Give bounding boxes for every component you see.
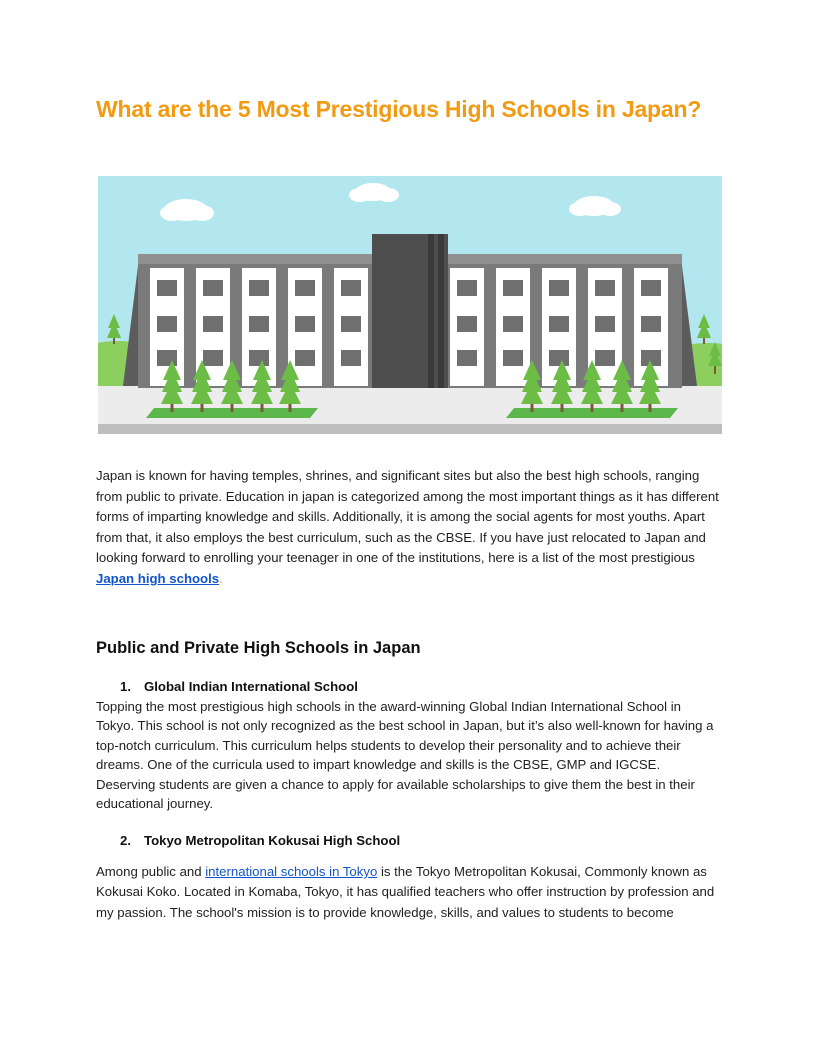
body-text: is the Tokyo Metropolitan Kokusai, Commonly known as Kokusai Koko. Located in Komaba, Tokyo, it has qualified teachers who offer instruction by profession and my passion. The school's mission is to provide knowledge, skills, and values to students to become <box>96 864 715 920</box>
school-name: Tokyo Metropolitan Kokusai High School <box>144 833 401 848</box>
list-number: 1. <box>120 679 131 694</box>
list-item-body: Topping the most prestigious high schools in the award-winning Global Indian International School in Tokyo. This school is not only recognized as the best school in Japan, but it’s also well-known for having a top-notch curriculum. This curriculum helps students to develop their personality and to achieve their dreams. One of the curricula used to impart knowledge and skills is the CBSE, GMP and IGCSE. Deserving students are given a chance to apply for available scholarships to give them the best in their educational journey. <box>96 699 714 812</box>
intro-text: Japan is known for having temples, shrines, and significant sites but also the best high schools, ranging from public to private. Education in japan is categorized among the most important things as it has different forms of imparting knowledge and skills. Additionally, it is among the social agents for most youths. Apart from that, it also employs the best curriculum, such as the CBSE. If you have just relocated to Japan and looking forward to enrolling your teenager in one of the institutions, here is a list of the most prestigious <box>96 468 719 566</box>
list-number: 2. <box>120 833 131 848</box>
list-item-title <box>120 833 400 848</box>
intro-paragraph <box>96 466 722 590</box>
list-item-title <box>120 679 358 694</box>
section-heading: Public and Private High Schools in Japan <box>96 639 421 657</box>
list-item-body <box>96 862 722 923</box>
school-building-illustration <box>98 176 722 434</box>
intro-end: . <box>219 570 223 586</box>
japan-high-schools-link[interactable]: Japan high schools <box>96 570 220 586</box>
international-schools-link[interactable]: international schools in Tokyo <box>205 864 378 879</box>
school-name: Global Indian International School <box>144 679 358 694</box>
body-text: Among public and <box>96 864 206 879</box>
page-title: What are the 5 Most Prestigious High Schools in Japan? <box>96 96 702 122</box>
